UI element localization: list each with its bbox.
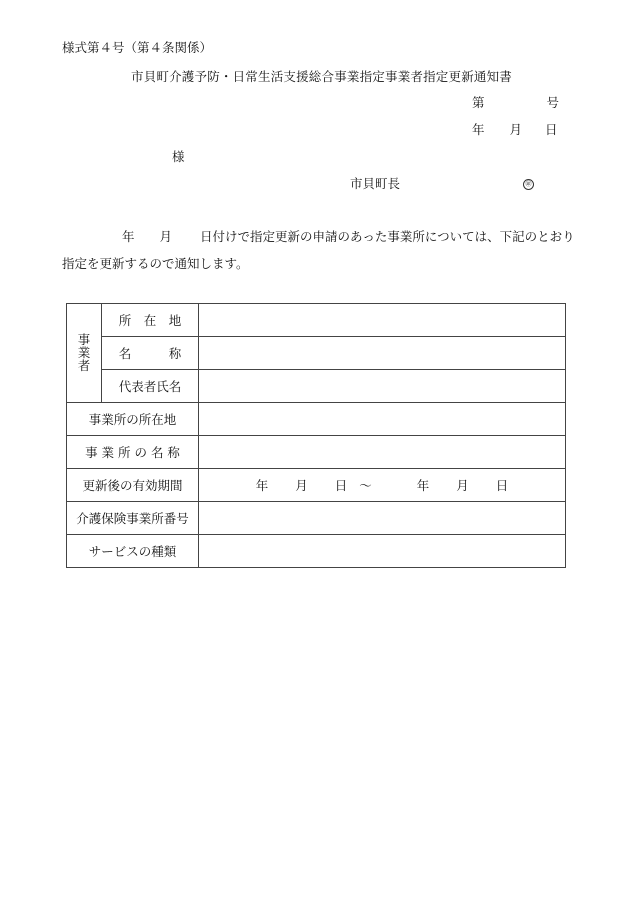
info-table bbox=[66, 303, 566, 568]
issue-month: 月 bbox=[509, 122, 523, 137]
office-number-value-cell[interactable] bbox=[199, 502, 566, 535]
body-year: 年 bbox=[122, 229, 135, 244]
body-text-line-2: 指定を更新するので通知します。 bbox=[62, 256, 249, 271]
sender-name: 市貝町長 bbox=[350, 176, 401, 191]
office-name-value-cell[interactable] bbox=[199, 436, 566, 469]
validity-end-year: 年 bbox=[416, 478, 430, 493]
validity-period-label: 更新後の有効期間 bbox=[67, 469, 199, 502]
name-label: 名 称 bbox=[102, 337, 199, 370]
issue-date-line bbox=[472, 124, 558, 137]
validity-start-month: 月 bbox=[295, 478, 308, 493]
service-type-label: サービスの種類 bbox=[67, 535, 199, 568]
office-name-label: 事 業 所 の 名 称 bbox=[67, 436, 199, 469]
validity-end-month: 月 bbox=[456, 478, 469, 493]
validity-end-day: 日 bbox=[495, 478, 509, 493]
body-month: 月 bbox=[159, 229, 173, 244]
table-row bbox=[67, 502, 566, 535]
validity-start-day: 日 bbox=[334, 478, 348, 493]
body-text-line-1: 日付けで指定更新の申請のあった事業所については、下記のとおり bbox=[200, 229, 575, 244]
validity-period-value-cell[interactable] bbox=[199, 469, 566, 502]
table-row bbox=[67, 304, 566, 337]
office-address-value-cell[interactable] bbox=[199, 403, 566, 436]
office-address-label: 事業所の所在地 bbox=[67, 403, 199, 436]
table-row bbox=[67, 436, 566, 469]
address-value-cell[interactable] bbox=[199, 304, 566, 337]
doc-number-prefix: 第 bbox=[472, 95, 485, 110]
doc-number-suffix: 号 bbox=[546, 95, 560, 110]
service-type-value-cell[interactable] bbox=[199, 535, 566, 568]
document-number-line bbox=[472, 97, 559, 110]
representative-value-cell[interactable] bbox=[199, 370, 566, 403]
document-title: 市貝町介護予防・日常生活支援総合事業指定事業者指定更新通知書 bbox=[131, 69, 513, 84]
table-row bbox=[67, 337, 566, 370]
recipient-honorific: 様 bbox=[172, 149, 185, 164]
body-line-1 bbox=[122, 231, 575, 244]
business-operator-group-cell bbox=[67, 304, 102, 403]
office-number-label: 介護保険事業所番号 bbox=[67, 502, 199, 535]
business-operator-label: 事業者 bbox=[77, 332, 91, 373]
representative-label: 代表者氏名 bbox=[102, 370, 199, 403]
table-row bbox=[67, 370, 566, 403]
seal-icon: ㊞ bbox=[523, 179, 534, 190]
validity-start-year: 年 bbox=[255, 478, 269, 493]
issue-day: 日 bbox=[545, 122, 558, 137]
table-row bbox=[67, 469, 566, 502]
table-row bbox=[67, 535, 566, 568]
sender-line bbox=[350, 178, 534, 191]
form-number: 様式第４号（第４条関係） bbox=[62, 40, 213, 55]
issue-year: 年 bbox=[472, 122, 485, 137]
validity-tilde: ～ bbox=[359, 478, 372, 493]
table-row bbox=[67, 403, 566, 436]
name-value-cell[interactable] bbox=[199, 337, 566, 370]
address-label: 所 在 地 bbox=[102, 304, 199, 337]
